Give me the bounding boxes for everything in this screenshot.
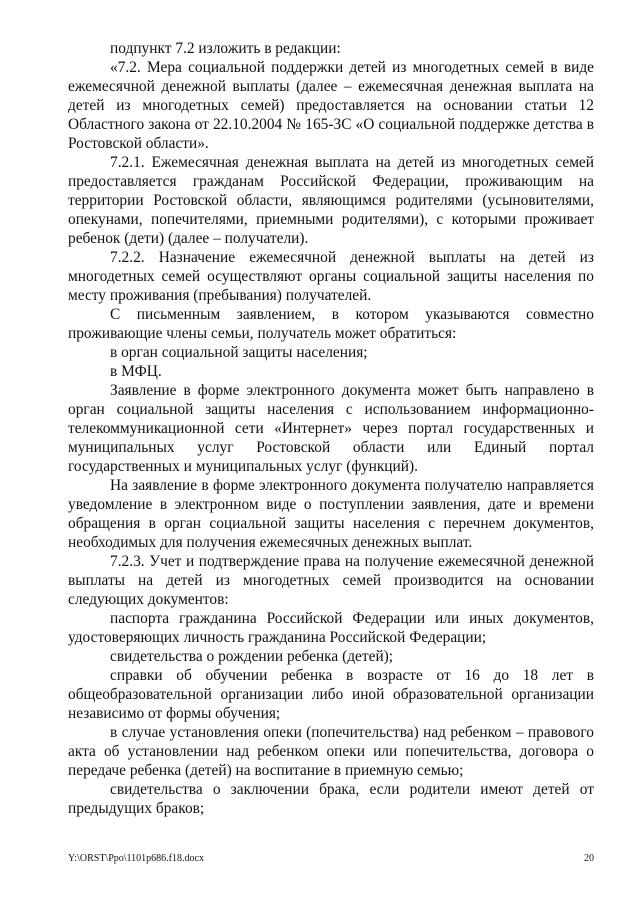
document-body (68, 39, 594, 818)
paragraph-mfc: в МФЦ. (110, 363, 162, 380)
paragraph-application: С письменным заявлением, в котором указываются совместно проживающие члены семьи, получатель может обратиться: (68, 306, 594, 342)
paragraph-passport: паспорта гражданина Российской Федерации или иных документов, удостоверяющих личность гражданина Российской Федерации; (68, 610, 594, 646)
paragraph-7-2-1: 7.2.1. Ежемесячная денежная выплата на детей из многодетных семей предоставляется гражданам Российской Федерации, проживающим на территории Ростовской области, являющимся родителями (усыновителями, опекунами, попечителями, приемными родителями), с которыми проживает ребенок (дети) (далее – получатели). (68, 154, 594, 247)
footer-page-number: 20 (584, 853, 594, 864)
paragraph-education-certificate: справки об обучении ребенка в возрасте от 16 до 18 лет в общеобразовательной организации либо иной образовательной организации независимо от формы обучения; (68, 667, 594, 722)
paragraph-guardianship: в случае установления опеки (попечительства) над ребенком – правового акта об установлении над ребенком опеки или попечительства, договора о передаче ребенка (детей) на воспитание в приемную семью; (68, 724, 594, 779)
paragraph-social-protection: в орган социальной защиты населения; (110, 344, 368, 361)
paragraph-birth-certificate: свидетельства о рождении ребенка (детей); (110, 648, 394, 665)
paragraph-7-2: «7.2. Мера социальной поддержки детей из многодетных семей в виде ежемесячной денежной выплаты (далее – ежемесячная денежная выплата на детей из многодетных семей) предоставляется на основании статьи 12 Областного закона от 22.10.2004 № 165-ЗС «О социальной поддержке детства в Ростовской области». (68, 59, 594, 152)
paragraph-marriage-certificate: свидетельства о заключении брака, если родители имеют детей от предыдущих браков; (68, 781, 594, 817)
paragraph-7-2-2: 7.2.2. Назначение ежемесячной денежной выплаты на детей из многодетных семей осуществляют органы социальной защиты населения по месту проживания (пребывания) получателей. (68, 249, 594, 304)
paragraph-notification: На заявление в форме электронного документа получателю направляется уведомление в электронном виде о поступлении заявления, дате и времени обращения в орган социальной защиты населения с перечнем документов, необходимых для получения ежемесячных денежных выплат. (68, 477, 594, 551)
paragraph-electronic-application: Заявление в форме электронного документа может быть направлено в орган социальной защиты населения с использованием информационно-телекоммуникационной сети «Интернет» через портал государственных и муниципальных услуг Ростовской области или Единый портал государственных и муниципальных услуг (функций). (68, 382, 594, 475)
paragraph-intro: подпункт 7.2 изложить в редакции: (110, 40, 341, 57)
paragraph-7-2-3: 7.2.3. Учет и подтверждение права на получение ежемесячной денежной выплаты на детей из многодетных семей производится на основании следующих документов: (68, 553, 594, 608)
footer-file-path: Y:\ORST\Ppo\1101p686.f18.docx (68, 853, 204, 864)
